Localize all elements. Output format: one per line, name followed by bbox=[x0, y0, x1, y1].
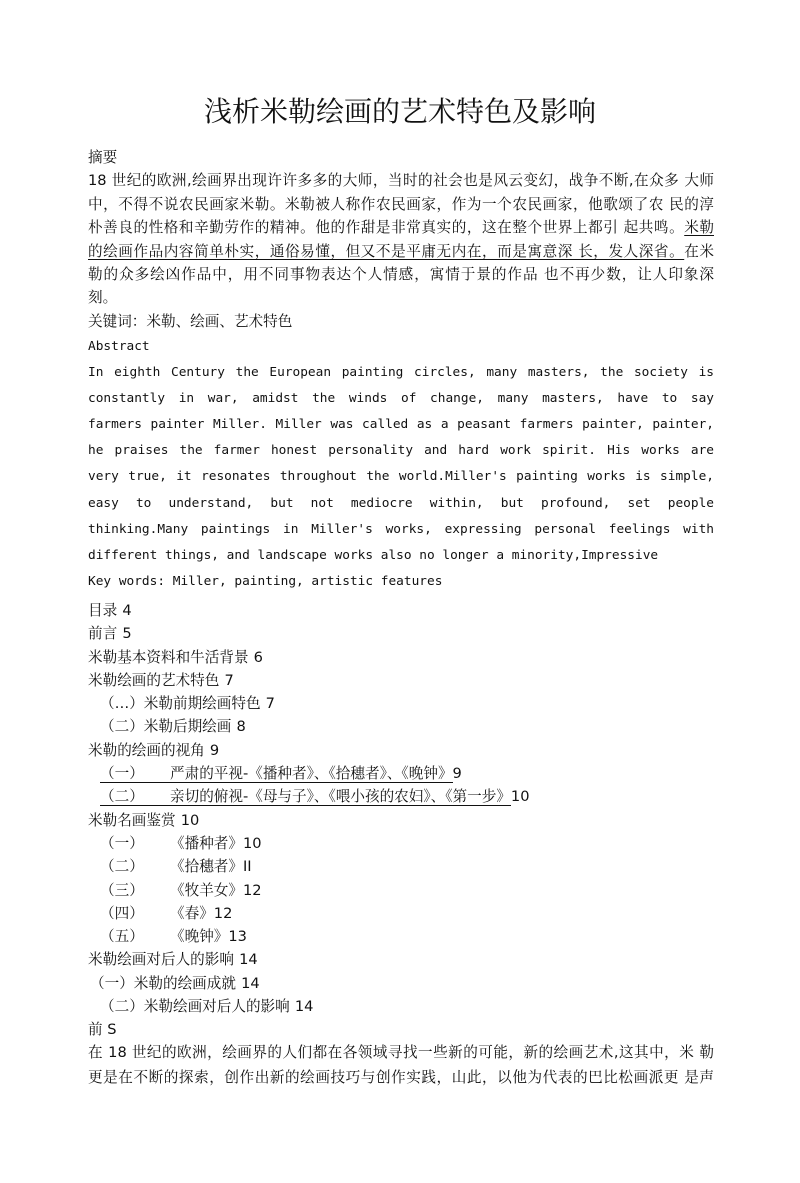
toc-number: （一） bbox=[90, 974, 134, 992]
toc-title: 严肃的平视-《播种者》、《拾穗者》、《晚钟》 bbox=[170, 765, 453, 783]
toc-title: 《拾穗者》 bbox=[170, 858, 243, 876]
toc-page-number: 14 bbox=[239, 951, 258, 969]
toc-title: 米勒基本资料和牛活背景 bbox=[88, 648, 249, 666]
abstract-en-line: very true, it resonates throughout the world.Miller's painting works is simple, bbox=[88, 469, 714, 485]
toc-number: （五） bbox=[100, 928, 144, 946]
toc-item bbox=[88, 599, 714, 622]
abstract-en-line: different things, and landscape works also no longer a minority,Impressive bbox=[88, 547, 659, 563]
toc-title: 《播种者》 bbox=[170, 834, 243, 852]
toc-subitem bbox=[88, 995, 714, 1018]
keywords-line: 关键词：米勒、绘画、艺术特色 bbox=[88, 312, 293, 330]
key-words-en-line: Key words: Miller, painting, artistic features bbox=[88, 573, 443, 589]
toc-subitem bbox=[88, 855, 714, 878]
toc-number: （二） bbox=[100, 858, 144, 876]
toc-item bbox=[88, 739, 714, 762]
abstract-en-line: farmers painter Miller. Miller was called as a peasant farmers painter, painter, bbox=[88, 417, 714, 433]
toc-title: 米勒绘画对后人的影响 bbox=[88, 951, 234, 969]
toc-title: 米勒的绘画的视角 bbox=[88, 741, 205, 759]
toc-title: 目录 bbox=[88, 602, 118, 619]
toc-subitem bbox=[88, 692, 714, 715]
abstract-line bbox=[88, 216, 714, 239]
abstract-en-line: he praises the farmer honest personality and hard work spirit. His works are bbox=[88, 443, 714, 459]
toc-page-number: 10 bbox=[242, 834, 262, 852]
toc-title: 米勒后期绘画 bbox=[143, 718, 232, 736]
toc-page-number: 12 bbox=[242, 881, 262, 899]
abstract-text: 朴善良的性格和辛勤劳作的精神。他的作甜是非常真实的，这在整个世界上都引 起共鸣。 bbox=[88, 219, 685, 237]
toc-subitem bbox=[88, 925, 714, 948]
toc-page-number: 6 bbox=[253, 648, 263, 666]
toc-page-number: 9 bbox=[452, 765, 462, 783]
toc-number: （二） bbox=[100, 718, 144, 736]
toc-page-number: 7 bbox=[265, 695, 275, 713]
abstract-line: 18 世纪的欧洲,绘画界出现许许多多的大师，当时的社会也是风云变幻，战争不断,在众多 大师 bbox=[88, 172, 714, 190]
preface-line: 更是在不断的探索，创作出新的绘画技巧与创作实践，山此，以他为代表的巴比松画派更 是声 bbox=[88, 1068, 714, 1086]
table-of-contents bbox=[88, 599, 714, 1042]
toc-title: 米勒绘画对后人的影响 bbox=[143, 998, 290, 1016]
toc-page-number: 14 bbox=[241, 974, 260, 992]
toc-subitem bbox=[88, 762, 714, 785]
toc-title: 前言 bbox=[88, 625, 118, 643]
abstract-en-heading: Abstract bbox=[88, 339, 150, 354]
toc-subitem bbox=[88, 832, 714, 855]
toc-number: （一） bbox=[100, 765, 144, 783]
toc-item bbox=[88, 948, 714, 971]
toc-page-number: 12 bbox=[213, 904, 233, 922]
toc-subitem bbox=[88, 715, 714, 738]
underlined-entry bbox=[100, 788, 511, 806]
toc-title: 《春》 bbox=[170, 904, 214, 922]
chinese-abstract bbox=[88, 146, 714, 333]
toc-title: 米勒的绘画成就 bbox=[133, 974, 236, 992]
toc-number: （三） bbox=[100, 881, 144, 899]
abstract-en-line: In eighth Century the European painting circles, many masters, the society is bbox=[88, 365, 714, 381]
toc-subitem bbox=[88, 972, 714, 995]
abstract-line: 中，不得不说农民画家米勒。米勒被人称作农民画家，作为一个农民画家，他歌颂了农 民的淳 bbox=[88, 195, 714, 213]
toc-number: （二） bbox=[100, 998, 144, 1016]
toc-item bbox=[88, 646, 714, 669]
toc-title: 《晚钟》 bbox=[170, 928, 229, 946]
abstract-en-line: easy to understand, but not mediocre within, but profound, set people bbox=[88, 495, 714, 511]
toc-title: 米勒绘画的艺术特色 bbox=[88, 671, 220, 689]
toc-page-number: 10 bbox=[510, 788, 530, 806]
toc-title: 亲切的俯视-《母与子》、《喂小孩的农妇》、《第一步》 bbox=[170, 788, 511, 806]
toc-number: （四） bbox=[100, 904, 144, 922]
toc-page-number: 7 bbox=[224, 671, 234, 689]
underlined-entry bbox=[100, 765, 453, 783]
underlined-text: 米勒 bbox=[684, 219, 714, 237]
toc-page-number: 4 bbox=[122, 602, 132, 619]
toc-subitem bbox=[88, 902, 714, 925]
abstract-line: 勒的众多绘凶作品中，用不同事物表达个人情感，寓情于景的作品 也不再少数，让人印象深 bbox=[88, 266, 714, 284]
toc-page-number: 9 bbox=[209, 741, 220, 759]
toc-subitem bbox=[88, 879, 714, 902]
toc-title: 《牧羊女》 bbox=[170, 881, 243, 899]
toc-page-number: 13 bbox=[228, 928, 247, 946]
toc-item bbox=[88, 622, 714, 645]
abstract-line bbox=[88, 240, 714, 263]
abstract-en-line: constantly in war, amidst the winds of change, many masters, have to say bbox=[88, 391, 714, 407]
english-abstract bbox=[88, 334, 714, 595]
toc-page-number: 5 bbox=[122, 625, 132, 643]
abstract-heading: 摘要 bbox=[88, 149, 118, 166]
toc-number: （二） bbox=[100, 788, 144, 806]
toc-page-number: 14 bbox=[294, 998, 314, 1016]
toc-title: 米勒前期绘画特色 bbox=[143, 695, 261, 713]
preface-heading: 前 S bbox=[88, 1021, 117, 1039]
toc-number: （…） bbox=[100, 695, 144, 713]
toc-page-number: 8 bbox=[236, 718, 246, 736]
preface-line: 在 18 世纪的欧洲，绘画界的人们都在各领域寻找一些新的可能，新的绘画艺术,这其中，米 勒 bbox=[88, 1044, 714, 1061]
toc-title: 米勒名画鉴赏 bbox=[88, 811, 176, 829]
toc-item bbox=[88, 669, 714, 692]
toc-item bbox=[88, 809, 714, 832]
document-title: 浅析米勒绘画的艺术特色及影响 bbox=[203, 95, 596, 128]
abstract-en-line: thinking.Many paintings in Miller's works, expressing personal feelings with bbox=[88, 521, 714, 537]
underlined-text: 的绘画作品内容简单朴实，通俗易懂，但又不是平庸无内在，而是寓意深 长，发人深省。 bbox=[88, 242, 685, 260]
abstract-line: 刻。 bbox=[88, 289, 118, 307]
toc-number: （一） bbox=[100, 834, 144, 852]
toc-page-number: 10 bbox=[180, 811, 200, 829]
preface-body bbox=[88, 1041, 714, 1090]
toc-page-number: II bbox=[242, 858, 252, 876]
toc-subitem bbox=[88, 785, 714, 808]
abstract-text: 在米 bbox=[684, 242, 714, 260]
